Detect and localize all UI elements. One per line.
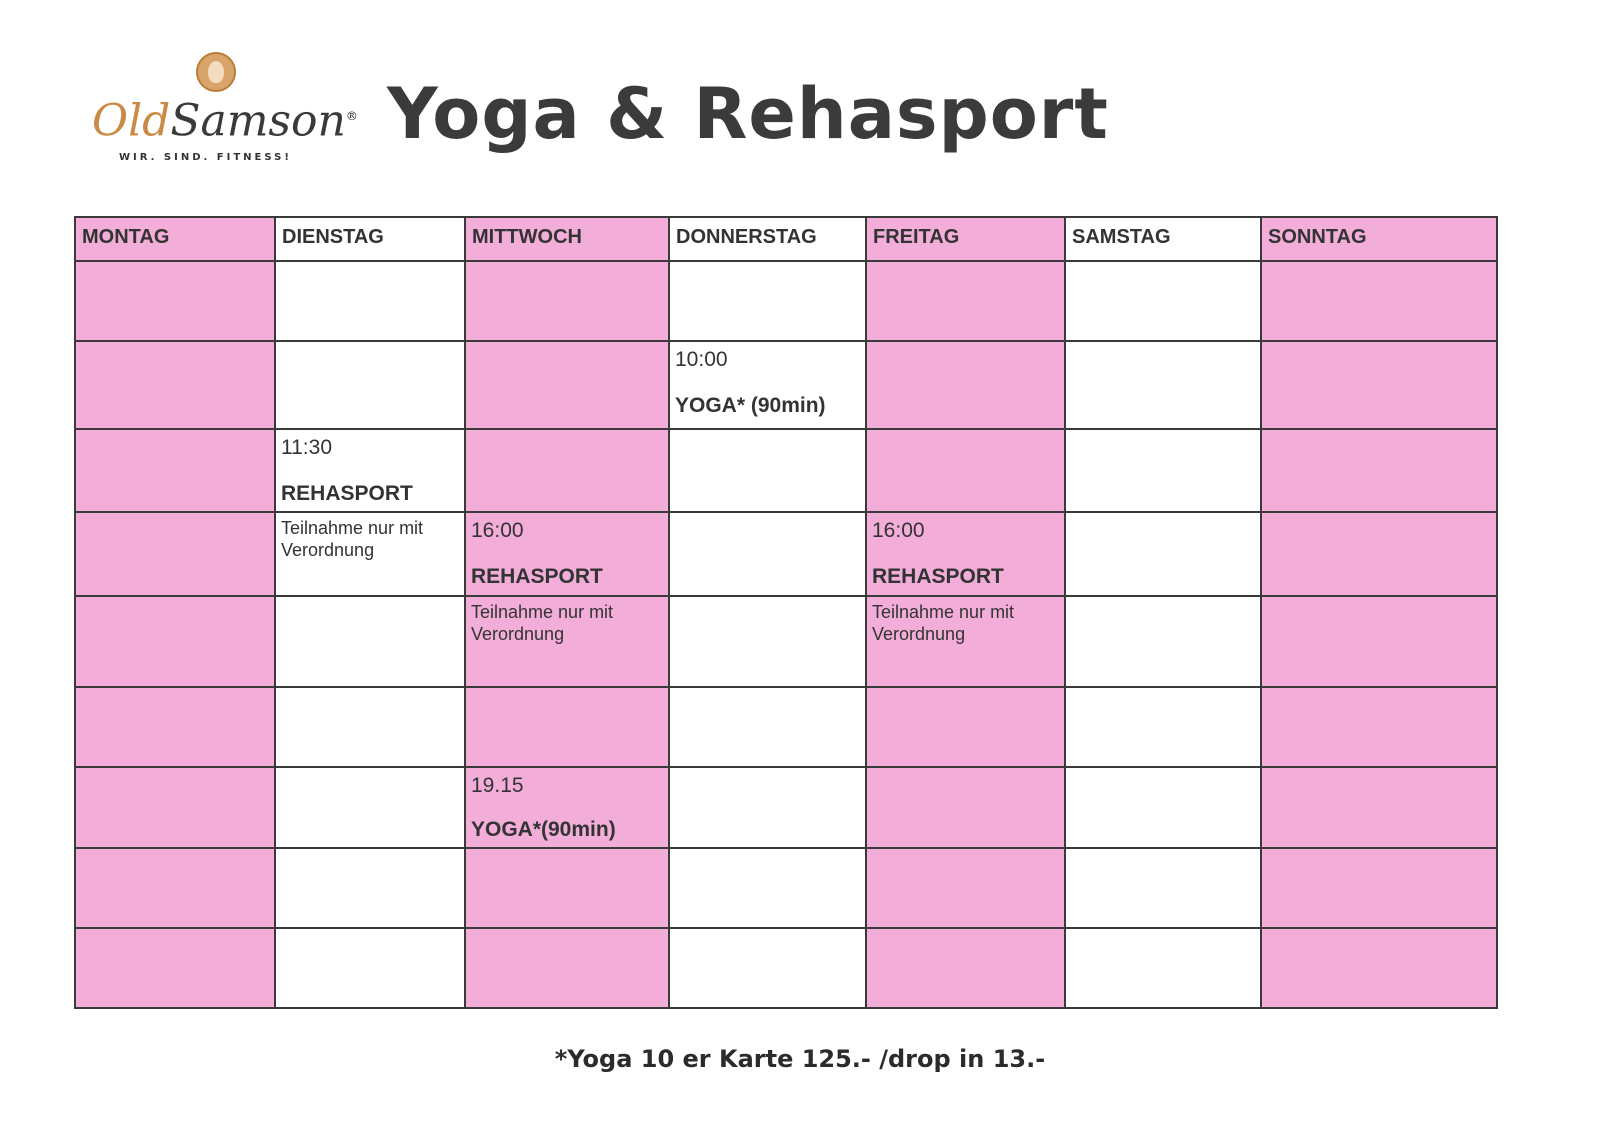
- logo-word-old: Old: [92, 95, 171, 147]
- class-cell-mittwoch-yoga: [465, 767, 669, 848]
- old-samson-logo: [92, 50, 358, 170]
- table-cell: [866, 928, 1065, 1008]
- table-cell: [866, 848, 1065, 928]
- table-cell: [275, 341, 465, 429]
- class-time: 10:00: [675, 348, 728, 371]
- table-cell: [275, 596, 465, 687]
- table-row: [75, 512, 1497, 596]
- samson-face-icon: [196, 52, 236, 92]
- day-header-montag: MONTAG: [75, 217, 275, 261]
- day-header-freitag: FREITAG: [866, 217, 1065, 261]
- class-note-cell: [465, 596, 669, 687]
- table-cell: [1261, 848, 1497, 928]
- table-cell: [866, 767, 1065, 848]
- table-cell: [465, 261, 669, 341]
- class-time: 16:00: [471, 519, 524, 542]
- table-cell: [465, 341, 669, 429]
- table-cell: [1065, 512, 1261, 596]
- day-header-donnerstag: DONNERSTAG: [669, 217, 866, 261]
- table-cell: [1261, 767, 1497, 848]
- table-cell: [1261, 261, 1497, 341]
- table-row: [75, 341, 1497, 429]
- page-title: Yoga & Rehasport: [387, 73, 1109, 155]
- logo-tagline: WIR. SIND. FITNESS!: [119, 152, 292, 163]
- table-cell: [669, 429, 866, 512]
- class-note-cell: [275, 512, 465, 596]
- table-row: [75, 848, 1497, 928]
- table-cell: [669, 848, 866, 928]
- class-cell-dienstag-rehasport: [275, 429, 465, 512]
- table-cell: [1065, 596, 1261, 687]
- table-cell: [1065, 767, 1261, 848]
- class-activity: REHASPORT: [281, 482, 413, 505]
- day-header-sonntag: SONNTAG: [1261, 217, 1497, 261]
- logo-word-samson: Samson: [170, 95, 346, 147]
- class-time: 11:30: [281, 436, 332, 459]
- table-cell: [669, 687, 866, 767]
- table-cell: [275, 261, 465, 341]
- table-cell: [669, 767, 866, 848]
- class-note: Teilnahme nur mit Verordnung: [471, 602, 614, 644]
- table-cell: [1261, 928, 1497, 1008]
- table-cell: [1261, 512, 1497, 596]
- class-activity: REHASPORT: [872, 565, 1004, 588]
- table-row: [75, 261, 1497, 341]
- price-footnote: *Yoga 10 er Karte 125.- /drop in 13.-: [554, 1045, 1046, 1073]
- table-cell: [465, 429, 669, 512]
- table-cell: [1065, 429, 1261, 512]
- table-cell: [75, 928, 275, 1008]
- table-cell: [75, 596, 275, 687]
- class-time: 19.15: [471, 774, 524, 797]
- class-activity: YOGA* (90min): [675, 394, 826, 417]
- registered-mark: ®: [345, 109, 358, 123]
- table-cell: [669, 928, 866, 1008]
- class-activity: REHASPORT: [471, 565, 603, 588]
- table-cell: [1261, 687, 1497, 767]
- table-cell: [75, 261, 275, 341]
- class-cell-freitag-rehasport: [866, 512, 1065, 596]
- table-cell: [75, 848, 275, 928]
- class-time: 16:00: [872, 519, 925, 542]
- class-cell-donnerstag-yoga: [669, 341, 866, 429]
- table-row: [75, 928, 1497, 1008]
- logo-wordmark: [92, 88, 358, 150]
- class-note: Teilnahme nur mit Verordnung: [281, 518, 424, 560]
- weekly-schedule-table: [74, 216, 1498, 1009]
- table-cell: [465, 928, 669, 1008]
- table-cell: [275, 928, 465, 1008]
- table-cell: [275, 687, 465, 767]
- table-row: [75, 429, 1497, 512]
- table-cell: [75, 429, 275, 512]
- table-cell: [1261, 596, 1497, 687]
- table-cell: [669, 596, 866, 687]
- table-cell: [1065, 687, 1261, 767]
- table-cell: [465, 687, 669, 767]
- day-header-samstag: SAMSTAG: [1065, 217, 1261, 261]
- table-cell: [1261, 341, 1497, 429]
- day-header-row: [75, 217, 1497, 261]
- table-cell: [75, 767, 275, 848]
- class-cell-mittwoch-rehasport: [465, 512, 669, 596]
- table-cell: [275, 767, 465, 848]
- table-cell: [866, 687, 1065, 767]
- table-cell: [75, 341, 275, 429]
- class-note: Teilnahme nur mit Verordnung: [872, 602, 1015, 644]
- table-cell: [866, 341, 1065, 429]
- table-cell: [866, 261, 1065, 341]
- table-cell: [275, 848, 465, 928]
- table-cell: [866, 429, 1065, 512]
- table-cell: [75, 512, 275, 596]
- table-cell: [1261, 429, 1497, 512]
- table-cell: [1065, 848, 1261, 928]
- table-cell: [75, 687, 275, 767]
- table-cell: [1065, 261, 1261, 341]
- class-activity: YOGA*(90min): [471, 818, 616, 841]
- table-row: [75, 687, 1497, 767]
- table-cell: [669, 512, 866, 596]
- day-header-mittwoch: MITTWOCH: [465, 217, 669, 261]
- table-cell: [465, 848, 669, 928]
- table-row: [75, 767, 1497, 848]
- table-cell: [1065, 341, 1261, 429]
- class-note-cell: [866, 596, 1065, 687]
- table-cell: [669, 261, 866, 341]
- table-cell: [1065, 928, 1261, 1008]
- table-row: [75, 596, 1497, 687]
- day-header-dienstag: DIENSTAG: [275, 217, 465, 261]
